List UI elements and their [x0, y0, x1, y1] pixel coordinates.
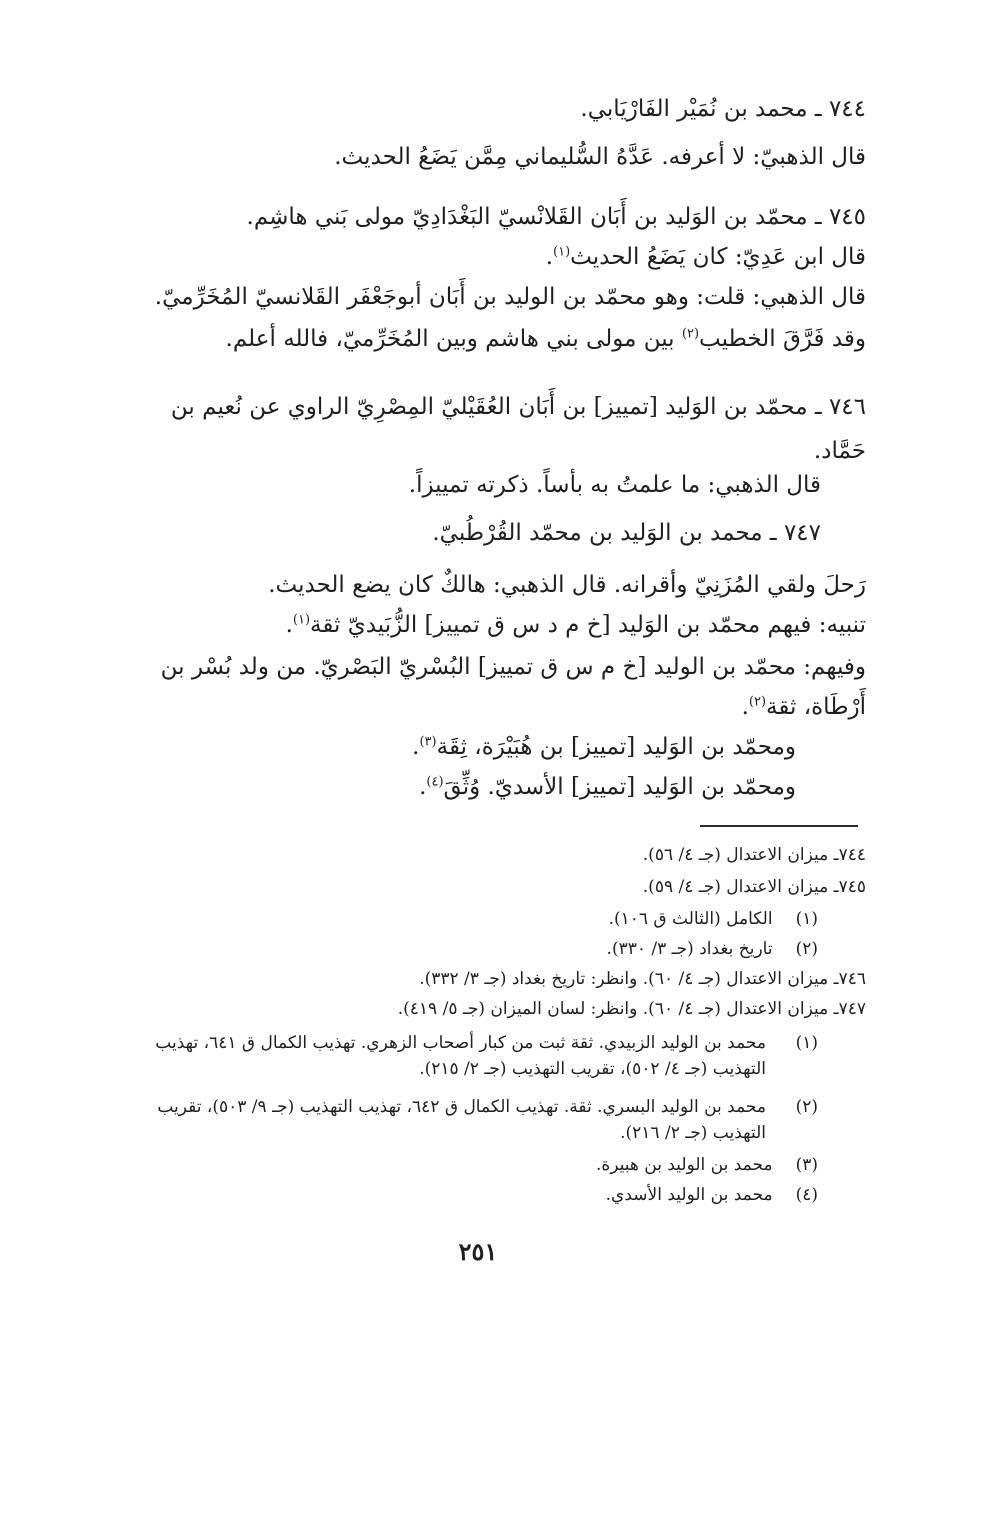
footnote-745-1: [609, 906, 818, 932]
entry-747-note-2-end: .: [741, 694, 749, 720]
footnote-747-4: [606, 1182, 818, 1208]
entry-747-note-4: [110, 770, 796, 804]
entry-745-text-1-body: قال ابن عَدِيّ: كان يَضَعُ الحديث: [570, 244, 866, 270]
entry-746-text: قال الذهبي: ما علمتُ به بأساً. ذكرته تمييزاً.: [408, 472, 821, 498]
footnote-text: محمد بن الوليد الأسدي.: [605, 1185, 773, 1205]
footnote-747-3: [596, 1152, 818, 1178]
footnote-number: (١): [795, 909, 818, 929]
footnote-745-2: [607, 936, 818, 962]
entry-745-text-1: [110, 240, 866, 274]
footnote-line: التهذيب (جـ ٢/ ٢١٦).: [620, 1123, 766, 1143]
entry-747-note-1-end: .: [285, 612, 293, 638]
footnote-747: ٧٤٧ـ ميزان الاعتدال (جـ ٤/ ٦٠). وانظر: لسان الميزان (جـ ٥/ ٤١٩).: [397, 999, 866, 1019]
footnote-747-1-num: [796, 1030, 818, 1056]
entry-747-note-2: وفيهم: محمّد بن الوليد [خ م س ق تمييز] البُسْريّ البَصْريّ. من ولد بُسْر بن: [160, 654, 866, 680]
entry-745-text-3-b: بين مولى بني هاشم وبين المُخَرِّميّ، فالله أعلم.: [225, 326, 682, 352]
footnote-747-2: [140, 1094, 766, 1146]
footnote-line: محمد بن الوليد الزبيدي. ثقة ثبت من كبار أصحاب الزهري. تهذيب الكمال ق ٦٤١، تهذيب: [155, 1033, 766, 1053]
page-number: ٢٥١: [458, 1237, 498, 1266]
entry-745-text-1-end: .: [545, 244, 553, 270]
footnote-ref: (٣): [419, 734, 437, 750]
entry-747-note-3-end: .: [412, 734, 420, 760]
entry-745-text-3-a: وقد فَرَّقَ الخطيب: [699, 326, 866, 352]
entry-747-note-3-body: ومحمّد بن الوَليد [تمييز] بن هُبَيْرَة، ثِقَة: [436, 734, 796, 760]
footnote-number: (٢): [795, 939, 818, 959]
footnote-number: (١): [795, 1033, 818, 1053]
entry-747-note-1: [110, 608, 866, 642]
footnote-746: ٧٤٦ـ ميزان الاعتدال (جـ ٤/ ٦٠). وانظر: تاريخ بغداد (جـ ٣/ ٣٣٢).: [419, 969, 866, 989]
entry-747-note-1-body: تنبيه: فيهم محمّد بن الوَليد [خ م د س ق تمييز] الزُّبَيديّ ثقة: [310, 612, 866, 638]
entry-747-note-3: [110, 730, 796, 764]
entry-745-heading: ٧٤٥ ـ محمّد بن الوَليد بن أَبَان القَلانْسيّ البَغْدَادِيّ مولى بَني هاشِم.: [246, 204, 866, 230]
footnote-744: ٧٤٤ـ ميزان الاعتدال (جـ ٤/ ٥٦).: [642, 845, 866, 865]
footnote-ref: (٢): [681, 326, 700, 342]
entry-747-note-2-cont: [110, 690, 866, 724]
footnote-ref: (٢): [748, 694, 767, 710]
footnote-747-2-num: [796, 1094, 818, 1120]
footnote-ref: (٤): [426, 774, 444, 790]
entry-747-note-4-end: .: [419, 774, 427, 800]
footnote-text: محمد بن الوليد بن هبيرة.: [595, 1155, 773, 1175]
footnote-745: ٧٤٥ـ ميزان الاعتدال (جـ ٤/ ٥٩).: [642, 877, 866, 897]
entry-746-heading: ٧٤٦ ـ محمّد بن الوَليد [تمييز] بن أَبَان العُقَيْليّ المِصْرِيّ الراوي عن نُعيم بن: [170, 394, 866, 420]
footnote-line: محمد بن الوليد البسري. ثقة. تهذيب الكمال ق ٦٤٢، تهذيب التهذيب (جـ ٩/ ٥٠٣)، تقريب: [157, 1097, 766, 1117]
entry-747-note-4-body: ومحمّد بن الوَليد [تمييز] الأسديّ. وُثِّقَ: [443, 774, 796, 800]
footnote-number: (٢): [795, 1097, 818, 1117]
footnote-number: (٤): [795, 1185, 818, 1205]
entry-747-heading: ٧٤٧ ـ محمد بن الوَليد بن محمّد القُرْطُبيّ.: [432, 520, 821, 546]
footnote-ref: (١): [553, 244, 571, 260]
entry-746-heading-cont: حَمَّاد.: [813, 438, 866, 464]
entry-744-heading: ٧٤٤ ـ محمد بن نُمَيْر الفَارْيَابي.: [580, 96, 866, 122]
entry-744-text: قال الذهبيّ: لا أعرفه. عَدَّهُ السُّليماني مِمَّن يَضَعُ الحديث.: [334, 144, 866, 170]
footnote-747-1: [140, 1030, 766, 1082]
entry-747-note-2-body: أَرْطَاة، ثقة: [766, 694, 866, 720]
footnote-number: (٣): [795, 1155, 818, 1175]
footnote-text: تاريخ بغداد (جـ ٣/ ٣٣٠).: [606, 939, 773, 959]
entry-745-text-2: قال الذهبي: قلت: وهو محمّد بن الوليد بن أَبَان أبوجَعْفَر القَلانسيّ المُخَرِّميّ.: [154, 284, 866, 310]
footnote-separator: [700, 825, 858, 827]
footnote-text: الكامل (الثالث ق ١٠٦).: [608, 909, 773, 929]
entry-747-text: رَحلَ ولقي المُزَنِيّ وأقرانه. قال الذهبي: هالكٌ كان يضع الحديث.: [268, 572, 866, 598]
entry-745-text-3: [110, 322, 866, 356]
footnote-line: التهذيب (جـ ٤/ ٥٠٢)، تقريب التهذيب (جـ ٢/ ٢١٥).: [419, 1059, 766, 1079]
footnote-ref: (١): [292, 612, 311, 628]
